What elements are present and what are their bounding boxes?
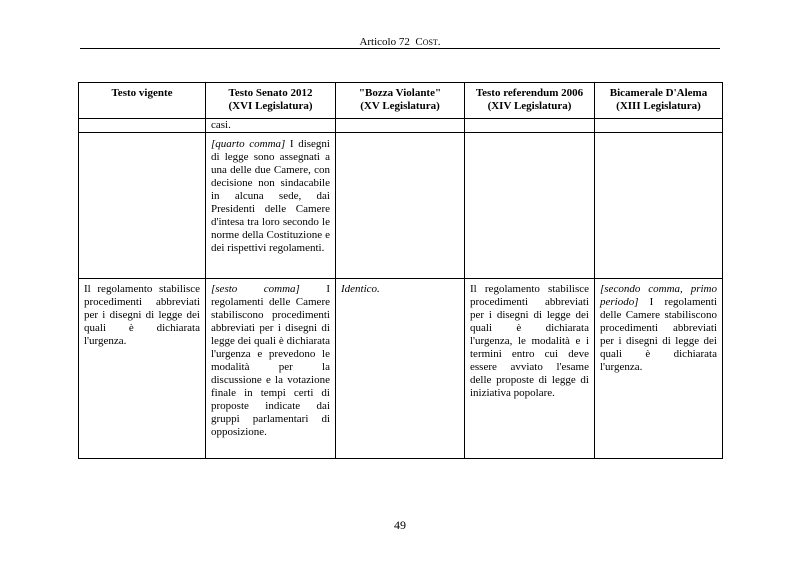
column-header-bozza-violante: "Bozza Violante" (XV Legislatura) [336, 83, 465, 119]
comma-label: [quarto comma] [211, 138, 286, 150]
table-row [79, 279, 723, 459]
table-row [79, 133, 723, 279]
cell-bicamerale-dalema [595, 119, 723, 133]
running-head-title: Articolo 72 [359, 36, 410, 48]
table-row [79, 119, 723, 133]
running-head-abbr: Cost. [415, 36, 441, 48]
cell-testo-referendum-2006 [465, 119, 595, 133]
comparison-table [78, 82, 723, 459]
running-head [80, 36, 720, 48]
cell-testo-vigente [79, 119, 206, 133]
cell-testo-vigente: Il regolamento stabilisce procedimenti abbreviati per i disegni di legge dei quali è dichiarata l'urgenza. [79, 279, 206, 459]
column-header-testo-senato-2012: Testo Senato 2012 (XVI Legislatura) [206, 83, 336, 119]
column-header-testo-vigente: Testo vigente [79, 83, 206, 119]
cell-testo-vigente [79, 133, 206, 279]
cell-testo-referendum-2006: Il regolamento stabilisce procedimenti abbreviati per i disegni di legge dei quali è dichiarata l'urgenza, le modalità e i termini entro cui deve essere avviato l'esame delle proposte di legge di iniziativa popolare. [465, 279, 595, 459]
cell-testo-senato-2012: casi. [206, 119, 336, 133]
cell-testo-senato-2012: [quarto comma] I disegni di legge sono assegnati a una delle due Camere, con decisione non sindacabile in alcuna sede, dai Presidenti delle Camere d'intesa tra loro secondo le norme della Costituzione e dei rispettivi regolamenti. [206, 133, 336, 279]
comma-label: [secondo comma, primo periodo] [600, 283, 717, 308]
cell-testo-senato-2012: [sesto comma] I regolamenti delle Camere stabiliscono procedimenti abbreviati per i disegni di legge dei quali è dichiarata l'urgenza e prevedono le modalità per la discussione e la votazione finale in tempi certi di proposte indicate dai gruppi parlamentari di opposizione. [206, 279, 336, 459]
cell-bicamerale-dalema: [secondo comma, primo periodo] I regolamenti delle Camere stabiliscono procedimenti abbreviati per i disegni di legge dei quali è dichiarata l'urgenza. [595, 279, 723, 459]
column-header-testo-referendum-2006: Testo referendum 2006 (XIV Legislatura) [465, 83, 595, 119]
header-rule [80, 48, 720, 49]
cell-bozza-violante [336, 133, 465, 279]
cell-bicamerale-dalema [595, 133, 723, 279]
page-number: 49 [394, 518, 406, 532]
cell-bozza-violante [336, 119, 465, 133]
table-header-row [79, 83, 723, 119]
comma-label: [sesto comma] [211, 283, 300, 295]
cell-bozza-violante: Identico. [336, 279, 465, 459]
column-header-bicamerale-dalema: Bicamerale D'Alema (XIII Legislatura) [595, 83, 723, 119]
cell-testo-referendum-2006 [465, 133, 595, 279]
